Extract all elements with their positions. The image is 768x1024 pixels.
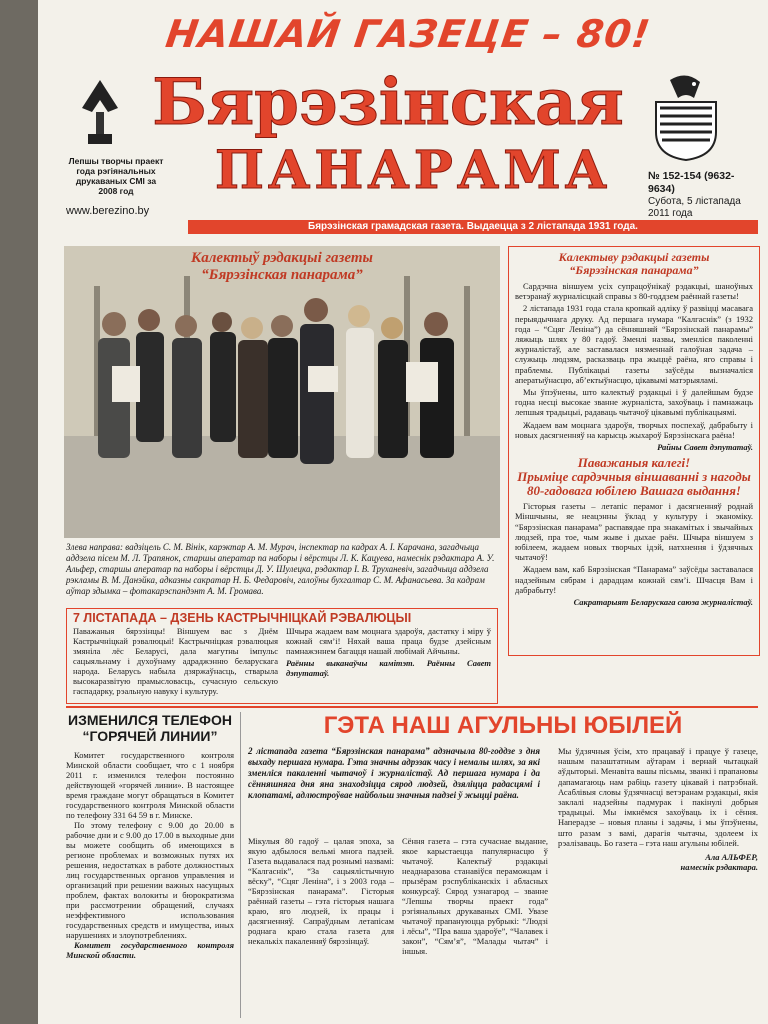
- issue-date: Субота, 5 лістапада 2011 года: [648, 196, 741, 219]
- issue-number: № 152-154 (9632-9634): [648, 170, 735, 195]
- greeting-title-line1: Калектыву рэдакцыі газеты: [558, 250, 710, 264]
- article-body: [248, 836, 548, 1024]
- author-name: Ала АЛЬФЕР,: [705, 852, 758, 863]
- anniversary-banner: НАШАЙ ГАЗЕЦЕ – 80!: [163, 12, 654, 56]
- article-col3: [558, 746, 758, 1024]
- revolution-day-box: [66, 608, 498, 704]
- hotline-signature: Комитет государственного контроля Минской области.: [66, 940, 234, 960]
- newspaper-page: [38, 0, 768, 1024]
- article-author: [558, 852, 758, 872]
- photo-title-line2: “Бярэзінская панарама”: [201, 267, 363, 283]
- photo-caption: Злева направа: вадзіцель С. М. Вінік, карэктар А. М. Мурач, інспектар па кадрах А. І. Карачана, загадчыца аддзела пісем М. Л. Трапянок, старшы аператар па наборы і вёрстцы Л. К. Кацуева, намеснік рэдактара А. У. Альфер, старшы аператар па наборы і вёрстцы Д. У. Шулецка, рэдактар І. В. Труханевіч, загадчыца аддзела рэкламы В. М. Данэйка, адказны сакратар Н. Б. Федаровіч, галоўны бухгалтар С. М. Афанасьева. За кадрам аўтар здымка – фотакарэспандэнт А. М. Громава.: [66, 542, 495, 596]
- article-lead: 2 лістапада газета “Бярэзінская панарама” адзначыла 80-годдзе з дня выхаду першага нумара. Гэта значны адрэзак часу і немалы шлях, за які зменліся пакаленні чытачоў і журналістаў. Ад першага нумара і да сённяшняга дня яна знаходзіцца сярод людзей, дзяліцца радасцямі і клопатамі, адлюстроўвае найбольш значныя падзеі ў жыцці раёна.: [248, 746, 540, 800]
- hotline-p1: Комитет государственного контроля Минской области сообщает, что с 1 ноября 2011 г. изменился телефон постоянно действующей «горячей линии». В настоящее время граждане могут обращаться в Комитет государственного контроля Минской области по телефону 331 64 59 в г. Минске.: [66, 750, 234, 820]
- greeting-signature: Райны Савет дэпутатаў.: [657, 442, 753, 453]
- photo-title-line1: Калектыў рэдакцыі газеты: [191, 250, 373, 266]
- hotline-title: ИЗМЕНИЛСЯ ТЕЛЕФОН “ГОРЯЧЕЙ ЛИНИИ”: [68, 712, 232, 744]
- column-divider: [240, 712, 241, 1018]
- masthead-subtitle: ПАНАРАМА: [214, 140, 612, 201]
- article-col1: Мікулыя 80 гадоў – цалая эпоха, за якую адбылося вельмі многа падзей. Газета выдавалася пад рознымі назвамі: “Калгаснік”, “За сацыялістычную вёску”, “Сцяг Леніна”, і з 2003 года – “Бярэзінская панарама”. Гісторыя раённай газеты – гэта гісторыя нашага краю, яго людзей, іх працы і дасягненняў. Сапраўдным летапісам роднага краю стала газета для некалькіх пакаленняў бярэзінцаў.: [248, 836, 394, 946]
- colleagues-greeting: [515, 456, 753, 607]
- greeting-title-line2: “Бярэзінская панарама”: [569, 263, 699, 277]
- publication-strip: Бярэзінская грамадская газета. Выдаецца з 2 лістапада 1931 года.: [188, 220, 758, 234]
- trophy-icon: [78, 78, 122, 150]
- greeting-box: [508, 246, 760, 656]
- greeting-p1: Сардэчна віншуем усіх супрацоўнікаў рэдакцыі, шаноўных ветэранаў журналісцкай справы з 80-годдзем раённай газеты!: [515, 281, 753, 302]
- section-divider: [66, 706, 758, 708]
- coat-of-arms-icon: [650, 72, 722, 162]
- staff-photo-image: [64, 246, 500, 538]
- revolution-day-signature: Раённы выканаўчы камітэт. Раённы Савет дэпутатаў.: [286, 658, 491, 678]
- masthead-title: Бярэзінская: [152, 65, 624, 140]
- award-note: Лепшы творчы праект года рэгіянальных друкаваных СМІ за 2008 год: [68, 156, 164, 196]
- article-col3-text: Мы ўдзячныя ўсім, хто працаваў і працуе ў газеце, нашым пазаштатным аўтарам і вернай чытацкай аўдыторыі. Менавіта вашы пісьмы, званкі і прапановы дапамагаюць нам рабіць газету цікавай і патрэбнай. Асаблівыя словы ўдзячнасці ветэранам рэдакцыі, якія заклалі надзейны падмурак і пакінулі добрыя традыцыі. Мы імкнёмся захоўваць іх і сёння. Наперадзе – новыя планы і задачы, і мы ўпэўнены, што разам з вамі, дарагія чытачы, здолеем іх рэалізаваць. Бо газета – гэта наш агульны юбілей.: [558, 746, 758, 848]
- colleagues-title-line1: Паважаныя калегі!: [577, 455, 691, 471]
- greeting-p6: Жадаем вам, каб Бярэзінская “Панарама” заўсёды заставалася надзейным сябрам і дарадцам кожнай сям’і. Шчасця Вам і дабрабыту!: [515, 564, 753, 595]
- website-link[interactable]: www.berezino.by: [66, 205, 150, 217]
- issue-info: [648, 170, 758, 220]
- revolution-day-p1: Паважаныя бярэзінцы! Віншуем вас з Днём Кастрычніцкай рэвалюцыі! Кастрычніцкая рэвалюцыя змяніла лёс Беларусі, дала магутны імпульс сацыяльнаму і духоўнаму адраджэнню беларускага народа. Беларусь набыла дзяржаўнасць, стварыла высокаразвітую прамысловасць, сучасную сельскую гаспадарку, рэальную навуку і культуру.: [73, 626, 278, 696]
- article-title: ГЭТА НАШ АГУЛЬНЫ ЮБІЛЕЙ: [323, 712, 683, 739]
- author-role: намеснік рэдактара.: [680, 862, 758, 873]
- colleagues-title-line2: Прыміце сардэчныя віншаванні з нагоды 80-гадовага юбілею Вашага выдання!: [517, 469, 751, 499]
- revolution-day-title: 7 ЛІСТАПАДА – ДЗЕНЬ КАСТРЫЧНІЦКАЙ РЭВАЛЮЦЫІ: [73, 611, 412, 625]
- greeting-p4: Жадаем вам моцнага здароўя, творчых поспехаў, дабрабыту і новых дасягненняў на карысць жыхароў Бярэзінскага раёна!: [515, 419, 753, 440]
- staff-photo: [64, 246, 500, 538]
- hotline-notice: [66, 712, 234, 1022]
- revolution-day-p2: Шчыра жадаем вам моцнага здароўя, дастатку і міру ў кожнай сям’і! Няхай ваша праца будзе дзейсным памнажэннем багацця нашай любімай Айчыны.: [286, 626, 491, 656]
- greeting-p3: Мы ўпэўнены, што калектыў рэдакцыі і ў далейшым будзе годна несці высокае званне журналіста, захоўваць і памнажаць лепшыя традыцыі, радаваць чытачоў цікавымі публікацыямі.: [515, 387, 753, 418]
- hotline-p2: По этому телефону с 9.00 до 20.00 в рабочие дни и с 9.00 до 17.00 в выходные дни вы можете сообщить об имеющихся в регионе проблемах и возможных путях их решения, недостатках в работе должностных лиц государственных органов управления и организаций при решении важных насущных проблем, фактах волокиты и бюрократизма при рассмотрении обращений, случаях неэффективного использования государственных средств и имущества, иных нарушениях и злоупотреблениях.: [66, 820, 234, 940]
- colleagues-title: [515, 456, 753, 498]
- colleagues-signature: Сакратарыят Беларускага саюза журналістаў.: [573, 597, 753, 608]
- greeting-title: [515, 251, 753, 277]
- greeting-p2: 2 лістапада 1931 года стала кропкай адліку ў развіцці масавага перыядычнага друку. Ад першага нумара “Калгаснік” (з 1932 года – “Сцяг Леніна”) да сённяшняй “Бярэзінскай панарамы” ляжыць шлях у 80 гадоў. Зменлі назвы, зменліся паколенні журналістаў, але заставалася нязменнай галоўная задача – служыць людзям, расказваць пра жыццё раёна, яго справы і праблемы. Публікацыі газеты заўсёды вызначаліся аператыўнасцю, аб’ектыўнасцю, цікавымі матэрыяламі.: [515, 303, 753, 385]
- greeting-p5: Гісторыя газеты – летапіс перамог і дасягненняў роднай Міншчыны, яе неацэнны ўклад у культуру і эканоміку. “Бярэзінская панарама” распавядае пра знакамітых і звычайных людзей, пра тое, чым жыве і дыхае раён. Шчыра віншуем з юбілеем, жадаем новых творчых ідэй, натхнення і ўдзячных чытачоў!: [515, 501, 753, 563]
- article-col2: Сёння газета – гэта сучаснае выданне, якое карыстаецца папулярнасцю ў чытачоў. Калектыў рэдакцыі неаднаразова станавіўся пераможцам і прызёрам рэспубліканскіх і абласных конкурсаў. Сярод узнагарод – званне “Лепшы творчы праект года” рэгіянальных друкаваных СМІ. Увазе чытачоў прапануюцца рубрыкі: “Людзі і лёсы”, “Пра ваша здароўе”, “Чалавек і закон”, “Сям’я”, “Малады чытач” і іншыя.: [402, 836, 548, 956]
- photo-title: [64, 250, 500, 284]
